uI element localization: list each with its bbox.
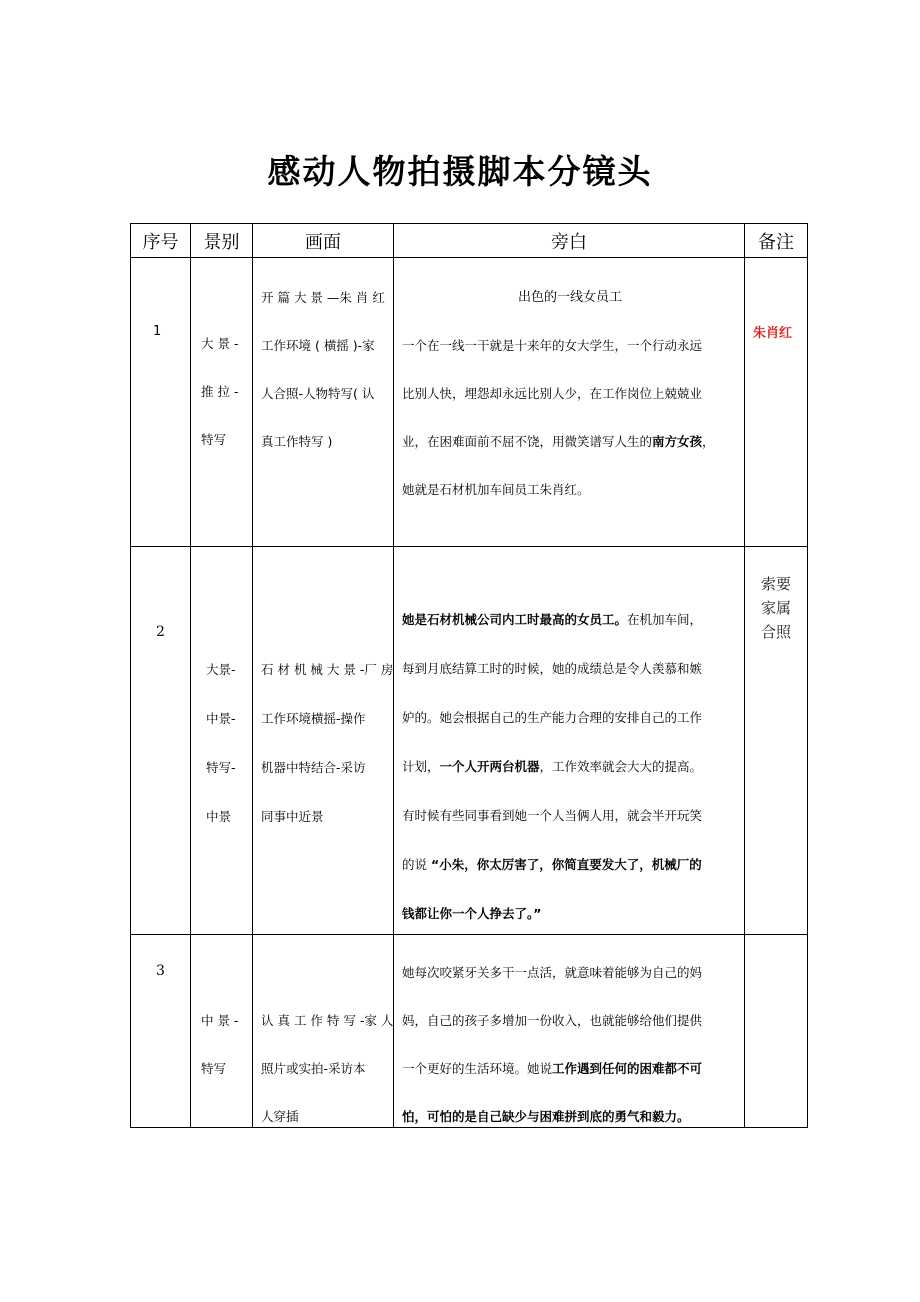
row2-shot: 大景- 中景- 特写- 中景 (206, 662, 236, 824)
row3-seq: 3 (156, 963, 165, 979)
row1-shot: 大 景 - 推 拉 - 特写 (201, 336, 239, 447)
row1-scene-cell (253, 258, 394, 547)
row3-note-cell (745, 935, 808, 1128)
header-seq: 序号 (131, 224, 191, 258)
row1-shot-cell (191, 258, 253, 547)
row1-note: 朱肖红 (753, 326, 793, 341)
row1-narration-title: 出色的一线女员工 (517, 290, 622, 305)
row2-seq: 2 (156, 624, 165, 640)
page-title: 感动人物拍摄脚本分镜头 (267, 152, 653, 191)
row3-shot: 中 景 - 特写 (201, 1013, 239, 1076)
header-scene: 画面 (253, 224, 394, 258)
row1-narration-cell (394, 258, 745, 547)
row1-note-cell (745, 258, 808, 547)
row2-seq-cell (131, 547, 191, 935)
row3-shot-cell (191, 935, 253, 1128)
row3-narration-cell (394, 935, 745, 1128)
header-note: 备注 (745, 224, 808, 258)
row2-narration: 她是石材机械公司内工时最高的女员工。在机加车间， 每到月底结算工时的时候，她的成绩总是令人羡慕和嫉 妒的。她会根据自己的生产能力合理的安排自己的工作 计划，一个人开两台机器，工作效率就会大大的提高。 有时候有些同事看到她一个人当俩人用，就会半开玩笑 的说 “小朱，你太厉害了，你简直要发大了，机械厂的 钱都让你一个人挣去了。” (402, 612, 703, 921)
row2-note: 索要 家属 合照 (760, 575, 791, 641)
row1-seq-cell (131, 258, 191, 547)
row2-note-cell (745, 547, 808, 935)
row2-shot-cell (191, 547, 253, 935)
row2-narration-cell (394, 547, 745, 935)
table-row (131, 935, 808, 1128)
header-narration: 旁白 (394, 224, 745, 258)
header-shot: 景别 (191, 224, 253, 258)
table-header-row (131, 224, 808, 258)
row2-scene: 石 材 机 械 大 景 -厂 房 工作环境横摇-操作 机器中特结合-采访 同事中近景 (261, 662, 394, 824)
row3-scene-cell (253, 935, 394, 1128)
table-row (131, 258, 808, 547)
table-row (131, 547, 808, 935)
row3-narration: 她每次咬紧牙关多干一点活，就意味着能够为自己的妈 妈，自己的孩子多增加一份收入，也就能够给他们提供 一个更好的生活环境。她说工作遇到任何的困难都不可 怕，可怕的是自己缺少与困难拼到底的勇气和毅力。 (402, 965, 703, 1124)
row2-scene-cell (253, 547, 394, 935)
shot-script-table (130, 223, 808, 1128)
row3-seq-cell (131, 935, 191, 1128)
row1-scene: 开 篇 大 景 —朱 肖 红 工作环境 ( 横摇 )-家 人合照-人物特写( 认 真工作特写 ) (261, 290, 385, 449)
row1-seq: 1 (153, 324, 162, 339)
row3-scene: 认 真 工 作 特 写 -家 人 照片或实拍-采访本 人穿插 (261, 1013, 394, 1124)
row1-narration: 出色的一线女员工 一个在一线一干就是十来年的女大学生，一个行动永远 比别人快，埋怨却永远比别人少，在工作岗位上兢兢业 业，在困难面前不屈不饶，用微笑谱写人生的南方女孩， 她就是石材机加车间员工朱肖红。 (402, 274, 738, 514)
